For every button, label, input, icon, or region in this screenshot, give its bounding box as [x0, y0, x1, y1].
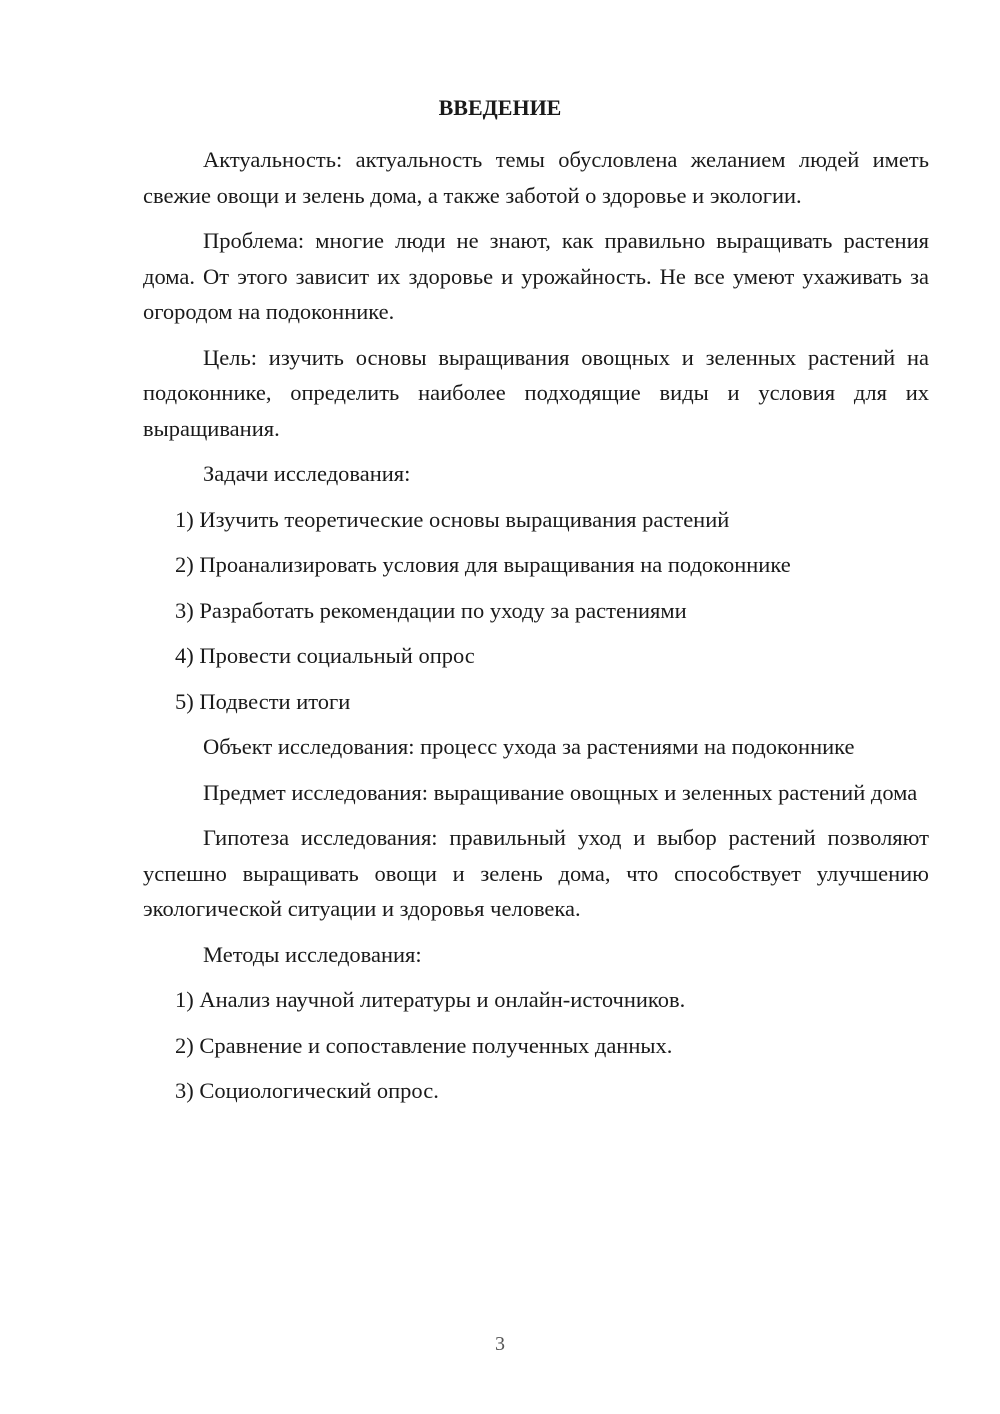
relevance-paragraph: Актуальность: актуальность темы обусловлена желанием людей иметь свежие овощи и зелень дома, а также заботой о здоровье и экологии. — [143, 147, 929, 208]
object-paragraph: Объект исследования: процесс ухода за растениями на подоконнике — [203, 734, 855, 759]
goal-paragraph: Цель: изучить основы выращивания овощных и зеленных растений на подоконнике, определить наиболее подходящие виды и условия для их выращивания. — [143, 344, 929, 441]
method-item: 1) Анализ научной литературы и онлайн-источников. — [175, 987, 686, 1012]
task-item: 3) Разработать рекомендации по уходу за растениями — [175, 597, 687, 623]
task-item: 1) Изучить теоретические основы выращивания растений — [175, 506, 730, 532]
method-item: 2) Сравнение и сопоставление полученных данных. — [175, 1032, 673, 1058]
method-item: 3) Социологический опрос. — [175, 1078, 439, 1103]
methods-heading: Методы исследования: — [203, 941, 422, 967]
page-title: ВВЕДЕНИЕ — [438, 95, 562, 120]
task-item: 4) Провести социальный опрос — [175, 643, 475, 668]
subject-paragraph: Предмет исследования: выращивание овощных и зеленных растений дома — [203, 779, 918, 805]
hypothesis-paragraph: Гипотеза исследования: правильный уход и выбор растений позволяют успешно выращивать овощи и зелень дома, что способствует улучшению экологической ситуации и здоровья человека. — [143, 825, 929, 921]
problem-paragraph: Проблема: многие люди не знают, как правильно выращивать растения дома. От этого зависит их здоровье и урожайность. Не все умеют ухаживать за огородом на подоконнике. — [143, 228, 929, 324]
page-number: 3 — [495, 1333, 505, 1355]
task-item: 2) Проанализировать условия для выращивания на подоконнике — [175, 552, 791, 577]
tasks-heading: Задачи исследования: — [203, 461, 411, 486]
document-body — [143, 142, 929, 1119]
task-item: 5) Подвести итоги — [175, 688, 351, 714]
